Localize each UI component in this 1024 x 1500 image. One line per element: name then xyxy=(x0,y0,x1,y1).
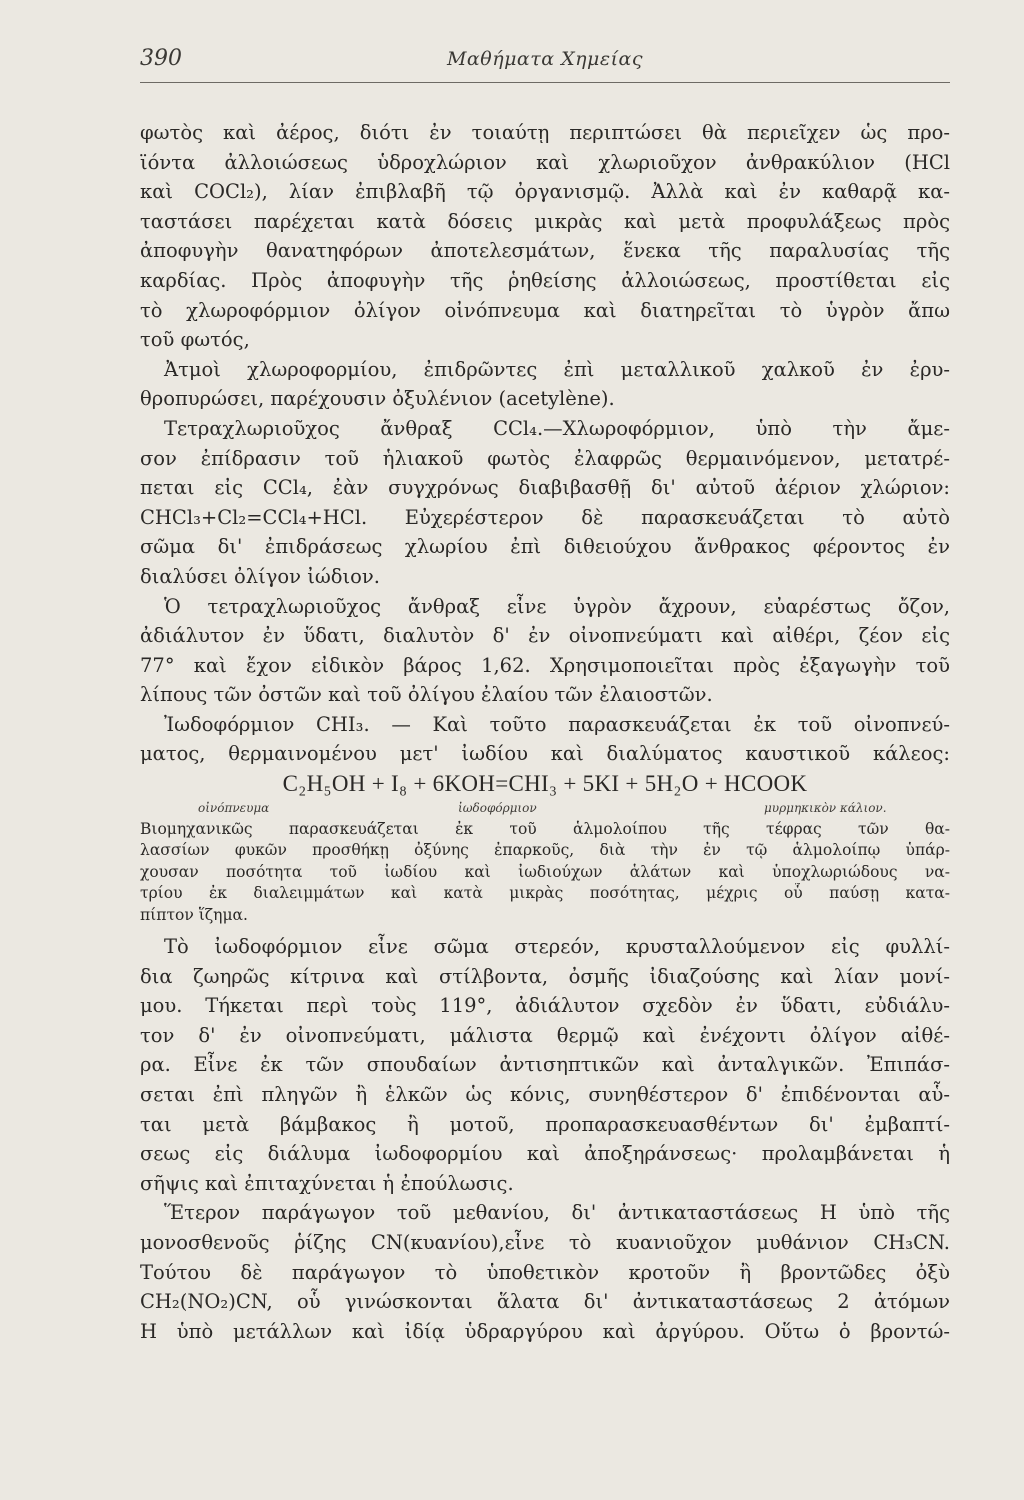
paragraph-chloroform-vapours xyxy=(140,355,950,414)
label-iodoform: ἰωδοφόρμιον xyxy=(458,801,537,816)
paragraph-iodoform xyxy=(140,710,950,769)
text-line: CH₂(NO₂)CN, οὗ γινώσκονται ἅλατα δι' ἀντικαταστάσεως 2 ἀτόμων xyxy=(140,1290,950,1314)
text-line: σῶμα δι' ἐπιδράσεως χλωρίου ἐπὶ διθειούχου ἄνθρακος φέροντος ἐν xyxy=(140,535,950,559)
label-alcohol: οἰνόπνευμα xyxy=(198,801,270,816)
page-header xyxy=(140,44,950,83)
paragraph-carbon-tetrachloride-properties xyxy=(140,592,950,710)
text-line: Ὁ τετραχλωριοῦχος ἄνθραξ εἶνε ὑγρὸν ἄχρουν, εὐαρέστως ὄζον, xyxy=(164,594,950,618)
equation: C₂H₅OH + I₈ + 6KOH=CHI₃ + 5KI + 5H₂O + HCOOK xyxy=(282,771,808,797)
running-title: Μαθήματα Χημείας xyxy=(446,48,644,70)
small-text-line: λασσίων φυκῶν προσθήκῃ ὀξύνης ἐπαρκοῦς, διὰ τὴν ἐν τῷ ἁλμολοίπῳ ὑπάρ- xyxy=(140,841,950,860)
text-line: σον ἐπίδρασιν τοῦ ἡλιακοῦ φωτὸς ἐλαφρῶς θερμαινόμενον, μετατρέ- xyxy=(140,446,950,470)
text-line: τὸ χλωροφόρμιον ὀλίγον οἰνόπνευμα καὶ διατηρεῖται τὸ ὑγρὸν ἄπω xyxy=(140,298,950,322)
text-line: θροπυρώσει, παρέχουσιν ὀξυλένιον (acetylène). xyxy=(140,387,615,411)
text-line: φωτὸς καὶ ἀέρος, διότι ἐν τοιαύτῃ περιπτώσει θὰ περιεῖχεν ὡς προ- xyxy=(140,121,950,144)
text-line: H ὑπὸ μετάλλων καὶ ἰδίᾳ ὑδραργύρου καὶ ἀργύρου. Οὕτω ὁ βροντώ- xyxy=(140,1319,950,1343)
text-line: ἀποφυγὴν θανατηφόρων ἀποτελεσμάτων, ἕνεκα τῆς παραλυσίας τῆς xyxy=(140,239,950,263)
text-line: Τετραχλωριοῦχος ἄνθραξ CCl₄.—Χλωροφόρμιον, ὑπὸ τὴν ἄμε- xyxy=(164,416,950,440)
text-line: Ἕτερον παράγωγον τοῦ μεθανίου, δι' ἀντικαταστάσεως H ὑπὸ τῆς xyxy=(164,1201,950,1225)
text-line: CHCl₃+Cl₂=CCl₄+HCl. Εὐχερέστερον δὲ παρασκευάζεται τὸ αὐτὸ xyxy=(140,505,950,529)
paragraph-chloroform-preservation xyxy=(140,118,950,355)
text-line: ἀδιάλυτον ἐν ὕδατι, διαλυτὸν δ' ἐν οἰνοπνεύματι καὶ αἰθέρι, ζέον εἰς xyxy=(140,624,950,648)
text-line: ται μετὰ βάμβακος ἢ μοτοῦ, προπαρασκευασθέντων δι' ἐμβαπτί- xyxy=(140,1112,950,1136)
text-line: Τὸ ἰωδοφόρμιον εἶνε σῶμα στερεόν, κρυσταλλούμενον εἰς φυλλί- xyxy=(164,935,950,959)
paragraph-methyl-cyanide xyxy=(140,1198,950,1346)
small-text-line: Βιομηχανικῶς παρασκευάζεται ἐκ τοῦ ἁλμολοίπου τῆς τέφρας τῶν θα- xyxy=(140,820,950,839)
small-print-paragraph xyxy=(140,819,950,926)
text-line: Τούτου δὲ παράγωγον τὸ ὑποθετικὸν κροτοῦν ἢ βροντῶδες ὀξὺ xyxy=(140,1260,950,1284)
text-line: σεως εἰς διάλυμα ἰωδοφορμίου καὶ ἀποξηράνσεως· προλαμβάνεται ἡ xyxy=(140,1142,950,1166)
small-text-line: πίπτον ἵζημα. xyxy=(140,905,248,924)
text-line: 77° καὶ ἔχον εἰδικὸν βάρος 1,62. Χρησιμοποιεῖται πρὸς ἐξαγωγὴν τοῦ xyxy=(140,653,950,677)
text-line: σεται ἐπὶ πληγῶν ἢ ἑλκῶν ὡς κόνις, συνηθέστερον δ' ἐπιδένονται αὗ- xyxy=(140,1082,950,1106)
label-potassium-formate: μυρμηκικὸν κάλιον. xyxy=(764,801,887,816)
text-line: ϊόντα ἀλλοιώσεως ὑδροχλώριον καὶ χλωριοῦχον ἀνθρακύλιον (HCl xyxy=(140,150,950,174)
text-line: διαλύσει ὀλίγον ἰώδιον. xyxy=(140,564,380,588)
page-number: 390 xyxy=(140,46,182,71)
small-text-line: τρίου ἐκ διαλειμμάτων καὶ κατὰ μικρὰς ποσότητας, μέχρις οὗ παύσῃ κατα- xyxy=(140,884,950,903)
text-line: λίπους τῶν ὀστῶν καὶ τοῦ ὀλίγου ἐλαίου τῶν ἐλαιοστῶν. xyxy=(140,683,713,707)
equation-labels xyxy=(140,799,950,819)
text-line: μονοσθενοῦς ῥίζης CN(κυανίου),εἶνε τὸ κυανιοῦχον μυθάνιον CH₃CN. xyxy=(140,1230,950,1254)
text-line: καρδίας. Πρὸς ἀποφυγὴν τῆς ῥηθείσης ἀλλοιώσεως, προστίθεται εἰς xyxy=(140,268,950,292)
text-line: πεται εἰς CCl₄, ἐὰν συγχρόνως διαβιβασθῇ δι' αὐτοῦ ἀέριον χλώριον: xyxy=(140,476,950,500)
text-line: τοῦ φωτός, xyxy=(140,328,250,352)
text-line: Ἀτμοὶ χλωροφορμίου, ἐπιδρῶντες ἐπὶ μεταλλικοῦ χαλκοῦ ἐν ἐρυ- xyxy=(164,357,950,381)
text-line: ταστάσει παρέχεται κατὰ δόσεις μικρὰς καὶ μετὰ προφυλάξεως πρὸς xyxy=(140,209,950,233)
text-line: ματος, θερμαινομένου μετ' ἰωδίου καὶ διαλύματος καυστικοῦ κάλεος: xyxy=(140,742,950,766)
text-line: Ἰωδοφόρμιον CHI₃. — Καὶ τοῦτο παρασκευάζεται ἐκ τοῦ οἰνοπνεύ- xyxy=(164,712,950,736)
text-line: ρα. Εἶνε ἐκ τῶν σπουδαίων ἀντισηπτικῶν καὶ ἀνταλγικῶν. Ἐπιπάσ- xyxy=(140,1053,950,1077)
text-line: τον δ' ἐν οἰνοπνεύματι, μάλιστα θερμῷ καὶ ἐνέχοντι ὀλίγον αἰθέ- xyxy=(140,1023,950,1047)
page-body xyxy=(140,118,950,1346)
text-line: καὶ COCl₂), λίαν ἐπιβλαβῆ τῷ ὀργανισμῷ. Ἀλλὰ καὶ ἐν καθαρᾷ κα- xyxy=(140,180,950,204)
small-text-line: χουσαν ποσότητα τοῦ ἰωδίου καὶ ἰωδιούχων ἁλάτων καὶ ὑποχλωριώδους να- xyxy=(140,862,950,881)
text-line: δια ζωηρῶς κίτρινα καὶ στίλβοντα, ὀσμῆς ἰδιαζούσης καὶ λίαν μονί- xyxy=(140,964,950,988)
paragraph-iodoform-properties xyxy=(140,932,950,1198)
text-line: μου. Τήκεται περὶ τοὺς 119°, ἀδιάλυτον σχεδὸν ἐν ὕδατι, εὐδιάλυ- xyxy=(140,994,950,1018)
chemical-equation xyxy=(140,769,950,819)
text-line: σῆψις καὶ ἐπιταχύνεται ἡ ἐπούλωσις. xyxy=(140,1171,514,1195)
paragraph-carbon-tetrachloride xyxy=(140,414,950,592)
